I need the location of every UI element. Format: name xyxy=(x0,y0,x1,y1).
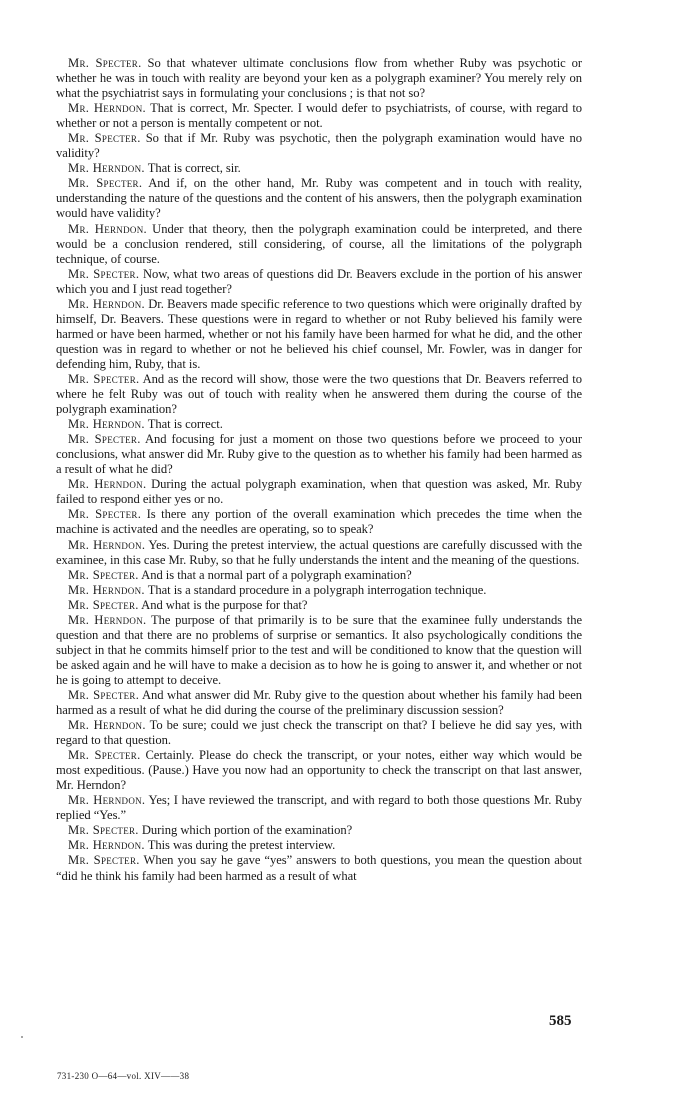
speaker-name: Mr. Specter. xyxy=(68,567,139,582)
testimony-statement: Yes; I have reviewed the transcript, and with regard to both those questions Mr. Ruby replied “Yes.” xyxy=(56,793,583,823)
testimony-statement: So that if Mr. Ruby was psychotic, then the polygraph examination would have no validity? xyxy=(56,131,582,161)
testimony-statement: And if, on the other hand, Mr. Ruby was competent and in touch with reality, understanding the nature of the questions and the content of his answers, then the polygraph examination would have validity? xyxy=(56,176,582,221)
testimony-statement: To be sure; could we just check the transcript on that? I believe he did say yes, with regard to that question. xyxy=(56,718,583,748)
testimony-paragraph xyxy=(56,688,582,718)
speaker-name: Mr. Herndon. xyxy=(68,101,147,116)
testimony-paragraph xyxy=(56,372,582,417)
testimony-paragraph xyxy=(56,838,582,853)
testimony-statement: So that whatever ultimate conclusions flow from whether Ruby was psychotic or whether he was in touch with reality are beyond your ken as a polygraph examiner? You merely rely on what the psychiatrist says in formulating your conclusions ; is that not so? xyxy=(56,56,583,101)
testimony-statement: That is correct, Mr. Specter. I would defer to psychiatrists, of course, with regard to whether or not a person is mentally competent or not. xyxy=(56,101,583,131)
testimony-statement: And is that a normal part of a polygraph examination? xyxy=(141,567,412,582)
testimony-paragraph xyxy=(56,568,582,583)
speaker-name: Mr. Herndon. xyxy=(68,296,145,311)
testimony-paragraph xyxy=(56,267,582,297)
speaker-name: Mr. Specter. xyxy=(68,748,141,763)
speaker-name: Mr. Specter. xyxy=(68,853,140,868)
testimony-paragraph xyxy=(56,793,582,823)
speaker-name: Mr. Herndon. xyxy=(68,793,146,808)
testimony-statement: Certainly. Please do check the transcript, or your notes, either way which would be most expeditious. (Pause.) Have you now had an opportunity to check the transcript on that last answer, Mr. Herndon? xyxy=(56,748,582,793)
speaker-name: Mr. Specter. xyxy=(68,823,139,838)
speaker-name: Mr. Specter. xyxy=(68,371,140,386)
speaker-name: Mr. Specter. xyxy=(68,131,141,146)
speaker-name: Mr. Herndon. xyxy=(68,477,147,492)
testimony-paragraph xyxy=(56,718,582,748)
speaker-name: Mr. Specter. xyxy=(68,176,143,191)
speaker-name: Mr. Herndon. xyxy=(68,221,147,236)
testimony-statement: And what answer did Mr. Ruby give to the question about whether his family had been harmed as a result of what he did during the course of the preliminary discussion session? xyxy=(56,687,582,718)
print-footer: 731-230 O—64—vol. XIV——38 xyxy=(57,1071,190,1081)
speaker-name: Mr. Specter. xyxy=(68,56,142,70)
testimony-statement: During which portion of the examination? xyxy=(141,823,353,838)
testimony-statement: Under that theory, then the polygraph examination could be interpreted, and there would be a conclusion rendered, still considering, of course, all the limitations of the polygraph technique, of course. xyxy=(56,221,582,266)
testimony-paragraph xyxy=(56,417,582,432)
scan-speck xyxy=(21,1036,23,1038)
speaker-name: Mr. Herndon. xyxy=(68,718,146,733)
testimony-statement: Dr. Beavers made specific reference to two questions which were originally drafted by himself, Dr. Beavers. These questions were in regard to whether or not Ruby believed his family were harmed or have been harmed, whether or not his family have been harmed for what he did, and the other question was in regard to whether or not he believed his chief counsel, Mr. Fowler, was in danger for defending him, Ruby, that is. xyxy=(56,296,582,371)
testimony-paragraph xyxy=(56,222,582,267)
page-number: 585 xyxy=(549,1013,572,1029)
testimony-statement: Now, what two areas of questions did Dr. Beavers exclude in the portion of his answer which you and I just read together? xyxy=(56,266,582,296)
testimony-statement: That is a standard procedure in a polygraph interrogation technique. xyxy=(147,582,487,597)
speaker-name: Mr. Herndon. xyxy=(68,582,145,597)
testimony-paragraph xyxy=(56,176,582,221)
testimony-statement: That is correct. xyxy=(147,417,223,432)
speaker-name: Mr. Herndon. xyxy=(68,838,145,853)
testimony-statement: Is there any portion of the overall examination which precedes the time when the machine is activated and the needles are operating, so to speak? xyxy=(56,507,582,537)
testimony-text xyxy=(56,56,582,884)
testimony-paragraph xyxy=(56,853,582,883)
testimony-statement: This was during the pretest interview. xyxy=(147,838,336,853)
speaker-name: Mr. Herndon. xyxy=(68,537,146,552)
testimony-paragraph xyxy=(56,823,582,838)
testimony-paragraph xyxy=(56,131,582,161)
testimony-statement: Yes. During the pretest interview, the actual questions are carefully discussed with the examinee, in this case Mr. Ruby, so that he fully understands the intent and the meaning of the questions. xyxy=(56,537,582,567)
speaker-name: Mr. Specter. xyxy=(68,507,142,522)
testimony-paragraph xyxy=(56,161,582,176)
testimony-paragraph xyxy=(56,583,582,598)
testimony-paragraph xyxy=(56,748,582,793)
speaker-name: Mr. Herndon. xyxy=(68,161,145,176)
testimony-paragraph xyxy=(56,297,582,372)
testimony-paragraph xyxy=(56,538,582,568)
speaker-name: Mr. Herndon. xyxy=(68,612,147,627)
testimony-statement: The purpose of that primarily is to be sure that the examinee fully understands the question and that there are no problems of surprise or semantics. It also psychologically conditions the subject in that he commits himself prior to the test and will be conditioned to know that the question will be asked again and he will have to make a decision as to how he is going to answer it, and whether or not he is going to attempt to deceive. xyxy=(56,612,582,687)
testimony-paragraph xyxy=(56,507,582,537)
testimony-paragraph xyxy=(56,101,582,131)
testimony-paragraph xyxy=(56,477,582,507)
testimony-paragraph xyxy=(56,432,582,477)
speaker-name: Mr. Specter. xyxy=(68,432,141,447)
speaker-name: Mr. Herndon. xyxy=(68,417,145,432)
testimony-statement: And as the record will show, those were the two questions that Dr. Beavers referred to where he felt Ruby was out of touch with reality when he answered them during the course of the polygraph examination? xyxy=(56,371,582,417)
testimony-statement: When you say he gave “yes” answers to both questions, you mean the question about “did he think his family had been harmed as a result of what xyxy=(56,853,582,883)
testimony-paragraph xyxy=(56,613,582,688)
speaker-name: Mr. Specter. xyxy=(68,266,140,281)
testimony-statement: And what is the purpose for that? xyxy=(141,597,308,612)
testimony-paragraph xyxy=(56,598,582,613)
testimony-paragraph xyxy=(56,56,582,101)
testimony-statement: And focusing for just a moment on those two questions before we proceed to your conclusions, what answer did Mr. Ruby give to the question as to whether his family had been harmed as a result of what he did? xyxy=(56,432,582,477)
speaker-name: Mr. Specter. xyxy=(68,597,139,612)
testimony-statement: During the actual polygraph examination, when that question was asked, Mr. Ruby failed to respond either yes or no. xyxy=(56,477,583,507)
testimony-statement: That is correct, sir. xyxy=(147,161,241,176)
speaker-name: Mr. Specter. xyxy=(68,687,140,702)
